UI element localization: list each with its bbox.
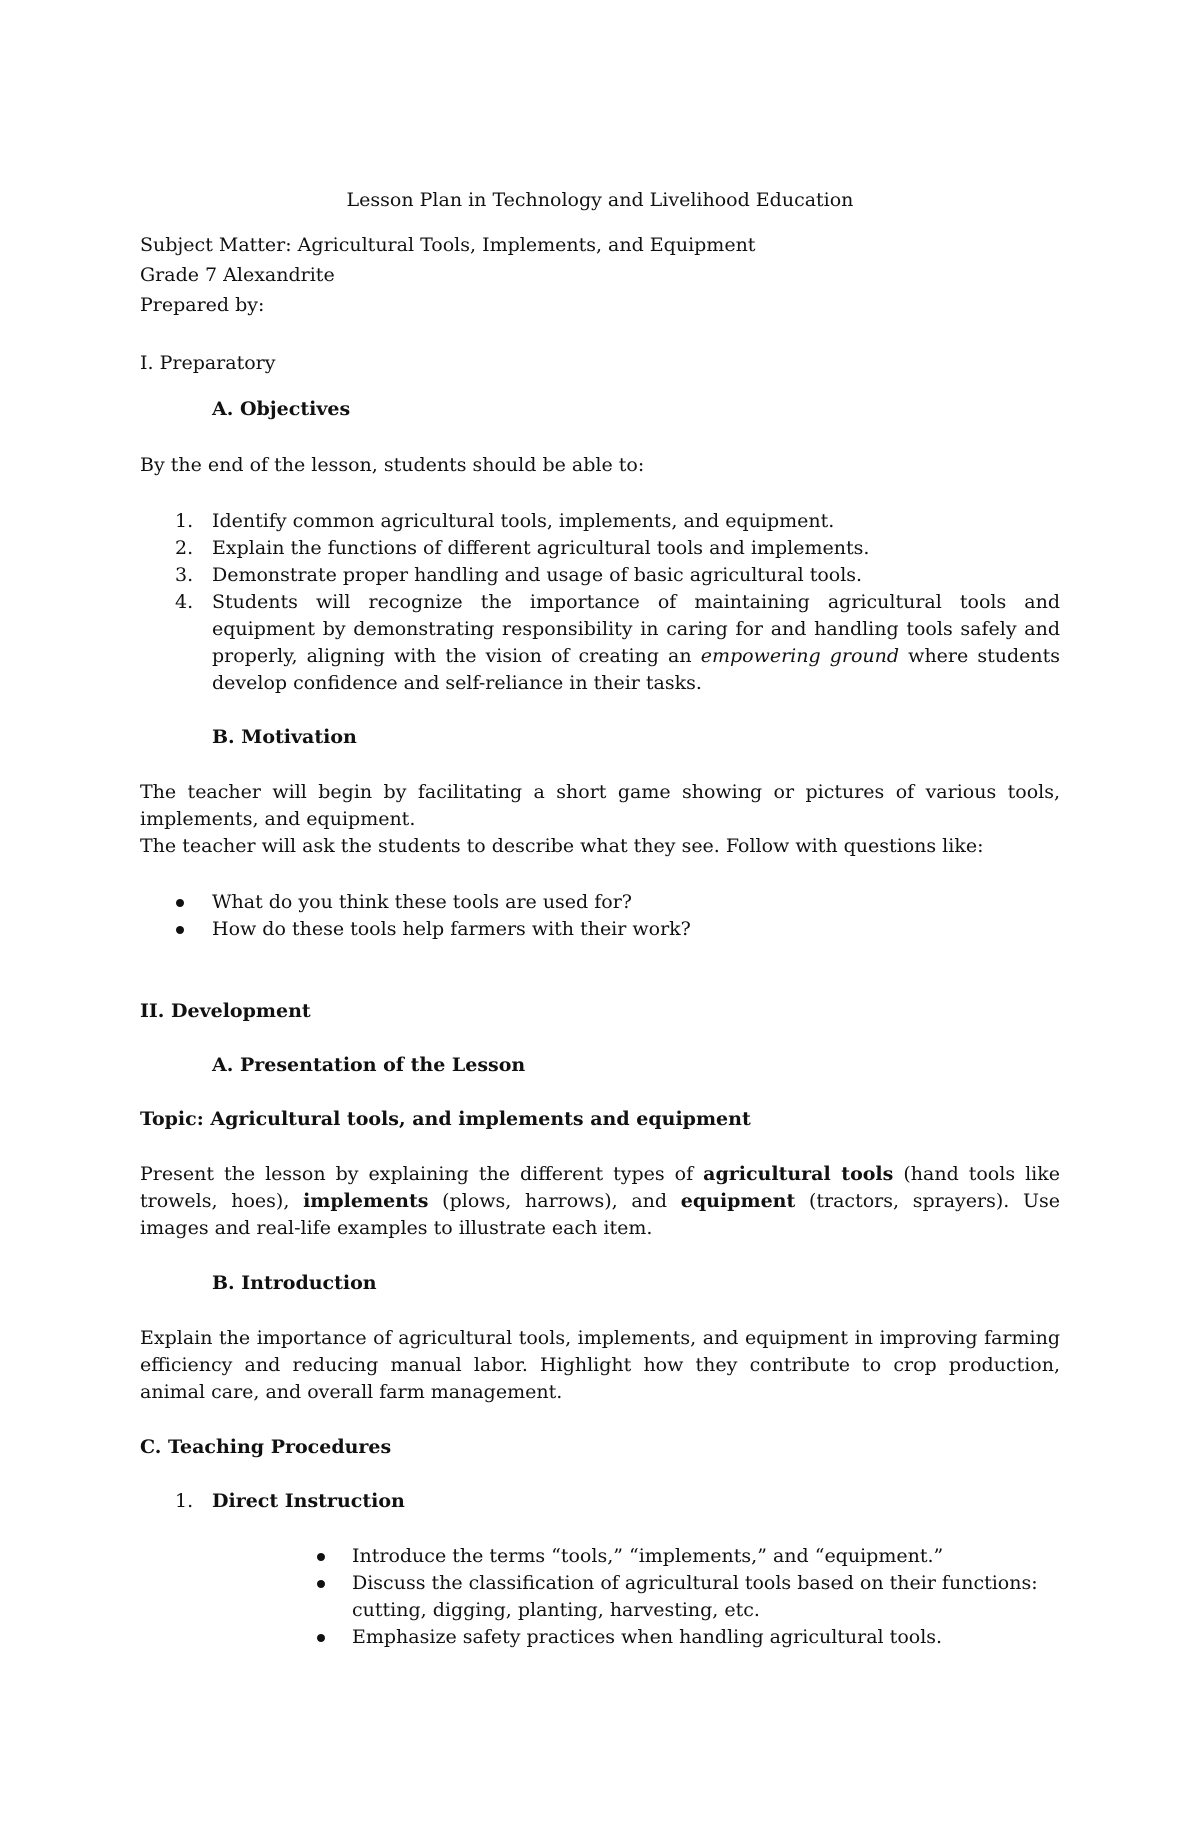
instruction-bullet [0,1543,1200,1570]
motivation-heading: B. Motivation [212,726,357,748]
motivation-paragraph-2: The teacher will ask the students to describe what they see. Follow with questions like: [140,835,984,857]
presentation-paragraph [140,1161,1060,1242]
presentation-heading: A. Presentation of the Lesson [212,1054,526,1076]
bullet-dot [176,899,184,907]
objective-emphasis: empowering ground [700,645,900,667]
document-title: Lesson Plan in Technology and Livelihood Education [346,189,854,211]
presentation-text: (plows, harrows), and [428,1190,681,1212]
sub-number: 1. [175,1490,194,1512]
instruction-bullet [0,1570,1200,1624]
bullet-dot [317,1580,325,1588]
bullet-dot [317,1634,325,1642]
introduction-heading: B. Introduction [212,1272,377,1294]
objective-text: Demonstrate proper handling and usage of basic agricultural tools. [212,564,863,586]
presentation-text: (tractors, sprayers). Use images and real-life examples to illustrate each item. [140,1190,1061,1239]
objective-text-before: Students will recognize the importance of maintaining agricultural tools and equipment by demonstrating responsibility in caring for and handling tools safely and properly, aligning with the vision of creating an [212,591,1060,667]
bullet-dot [176,926,184,934]
bullet-dot [317,1553,325,1561]
subject-matter: Subject Matter: Agricultural Tools, Implements, and Equipment [140,234,756,256]
motivation-bullet [0,916,1200,943]
objectives-intro: By the end of the lesson, students should be able to: [140,454,645,476]
sub-heading-text: Direct Instruction [212,1490,405,1512]
term-implements: implements [303,1190,429,1212]
presentation-text: Present the lesson by explaining the different types of [140,1163,704,1185]
section-preparatory: I. Preparatory [140,352,276,374]
objective-number: 4. [175,591,194,613]
bullet-text: Discuss the classification of agricultural tools based on their functions: cutting, digging, planting, harvesting, etc. [352,1572,1038,1621]
objective-item [175,535,1060,562]
term-agricultural-tools: agricultural tools [703,1163,894,1185]
objective-text: Identify common agricultural tools, implements, and equipment. [212,510,835,532]
objective-number: 1. [175,510,194,532]
objective-item [175,508,1060,535]
objective-number: 3. [175,564,194,586]
prepared-by: Prepared by: [140,294,265,316]
direct-instruction-heading [175,1488,405,1515]
objective-text: Explain the functions of different agricultural tools and implements. [212,537,870,559]
teaching-procedures-heading: C. Teaching Procedures [140,1436,392,1458]
objective-number: 2. [175,537,194,559]
presentation-text: (hand tools like trowels, hoes), [140,1163,1060,1212]
introduction-paragraph: Explain the importance of agricultural tools, implements, and equipment in improving farming efficiency and reducing manual labor. Highlight how they contribute to crop production, animal care, and overall farm management. [140,1327,1060,1403]
term-equipment: equipment [680,1190,796,1212]
objectives-heading: A. Objectives [212,398,351,420]
motivation-paragraph: The teacher will begin by facilitating a short game showing or pictures of various tools, implements, and equipment. [140,781,1060,830]
bullet-text: Introduce the terms “tools,” “implements,” and “equipment.” [352,1545,944,1567]
bullet-text: What do you think these tools are used for? [212,891,632,913]
grade-line: Grade 7 Alexandrite [140,264,335,286]
topic-line: Topic: Agricultural tools, and implements and equipment [140,1108,751,1130]
instruction-bullet [0,1624,1200,1651]
motivation-bullet [0,889,1200,916]
objective-item [175,562,1060,589]
bullet-text: Emphasize safety practices when handling agricultural tools. [352,1626,943,1648]
objective-text-after: where students develop confidence and self-reliance in their tasks. [212,645,1060,694]
bullet-text: How do these tools help farmers with their work? [212,918,691,940]
objective-item [175,589,1060,697]
section-development: II. Development [140,1000,311,1022]
